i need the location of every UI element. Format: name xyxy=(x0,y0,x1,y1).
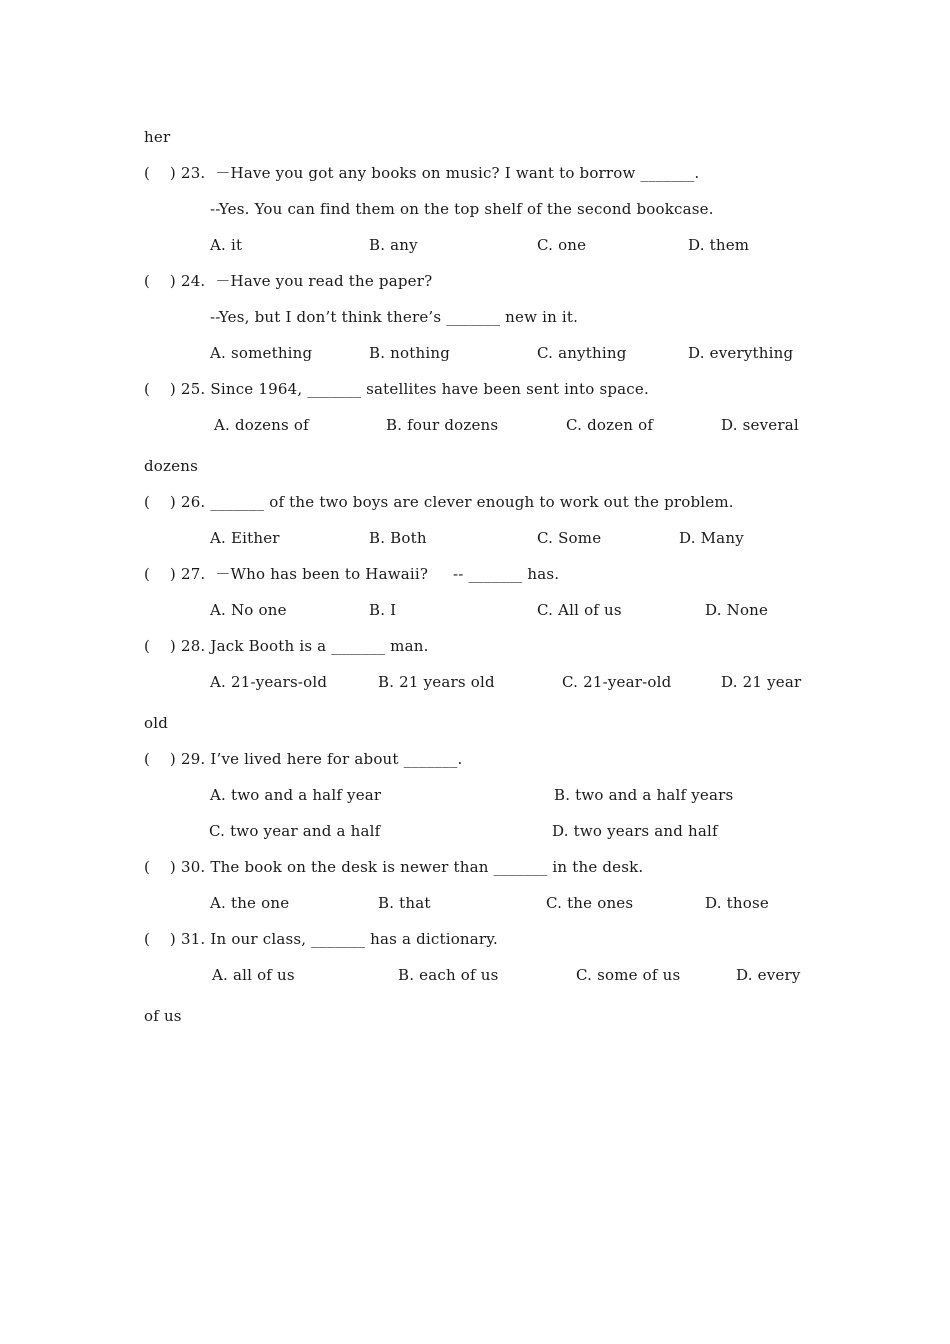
option-31-b: B. each of us xyxy=(398,966,499,984)
option-30-c: C. the ones xyxy=(546,894,634,912)
option-26-b: B. Both xyxy=(369,529,427,547)
option-24-a: A. something xyxy=(210,344,313,362)
option-25-a: A. dozens of xyxy=(214,416,309,434)
option-25-b: B. four dozens xyxy=(386,416,499,434)
question-31: ( ) 31. In our class, _______ has a dictionary. xyxy=(144,930,498,948)
option-24-c: C. anything xyxy=(537,344,627,362)
option-23-a: A. it xyxy=(210,236,243,254)
option-31-a: A. all of us xyxy=(212,966,295,984)
option-31-c: C. some of us xyxy=(576,966,681,984)
option-29-a: A. two and a half year xyxy=(210,786,382,804)
option-25-c: C. dozen of xyxy=(566,416,654,434)
option-27-d: D. None xyxy=(705,601,769,619)
option-31-d: D. every xyxy=(736,966,801,984)
option-26-d: D. Many xyxy=(679,529,744,547)
question-30: ( ) 30. The book on the desk is newer than _______ in the desk. xyxy=(144,858,644,876)
option-28-a: A. 21-years-old xyxy=(210,673,328,691)
question-27: ( ) 27. －Who has been to Hawaii? -- _______ has. xyxy=(144,565,560,583)
option-25-d-continued: dozens xyxy=(144,457,198,475)
option-28-c: C. 21-year-old xyxy=(562,673,672,691)
question-25: ( ) 25. Since 1964, _______ satellites have been sent into space. xyxy=(144,380,649,398)
option-30-b: B. that xyxy=(378,894,431,912)
option-31-d-continued: of us xyxy=(144,1007,182,1025)
option-27-a: A. No one xyxy=(210,601,287,619)
continuation-text: her xyxy=(144,128,171,146)
option-30-a: A. the one xyxy=(210,894,290,912)
option-28-d-continued: old xyxy=(144,714,169,732)
option-26-c: C. Some xyxy=(537,529,602,547)
option-24-b: B. nothing xyxy=(369,344,450,362)
option-28-d: D. 21 year xyxy=(721,673,802,691)
option-27-b: B. I xyxy=(369,601,397,619)
option-28-b: B. 21 years old xyxy=(378,673,495,691)
question-23-reply: --Yes. You can find them on the top shelf of the second bookcase. xyxy=(210,200,714,218)
question-28: ( ) 28. Jack Booth is a _______ man. xyxy=(144,637,429,655)
option-26-a: A. Either xyxy=(210,529,280,547)
option-29-d: D. two years and half xyxy=(552,822,718,840)
option-25-d: D. several xyxy=(721,416,799,434)
question-24: ( ) 24. －Have you read the paper? xyxy=(144,272,433,290)
question-23: ( ) 23. －Have you got any books on music? I want to borrow _______. xyxy=(144,164,700,182)
option-24-d: D. everything xyxy=(688,344,794,362)
option-23-b: B. any xyxy=(369,236,418,254)
option-29-c: C. two year and a half xyxy=(209,822,381,840)
option-23-c: C. one xyxy=(537,236,587,254)
option-23-d: D. them xyxy=(688,236,750,254)
option-30-d: D. those xyxy=(705,894,769,912)
option-27-c: C. All of us xyxy=(537,601,622,619)
option-29-b: B. two and a half years xyxy=(554,786,734,804)
question-26: ( ) 26. _______ of the two boys are clever enough to work out the problem. xyxy=(144,493,734,511)
question-29: ( ) 29. I’ve lived here for about _______. xyxy=(144,750,463,768)
question-24-reply: --Yes, but I don’t think there’s _______ new in it. xyxy=(210,308,579,326)
